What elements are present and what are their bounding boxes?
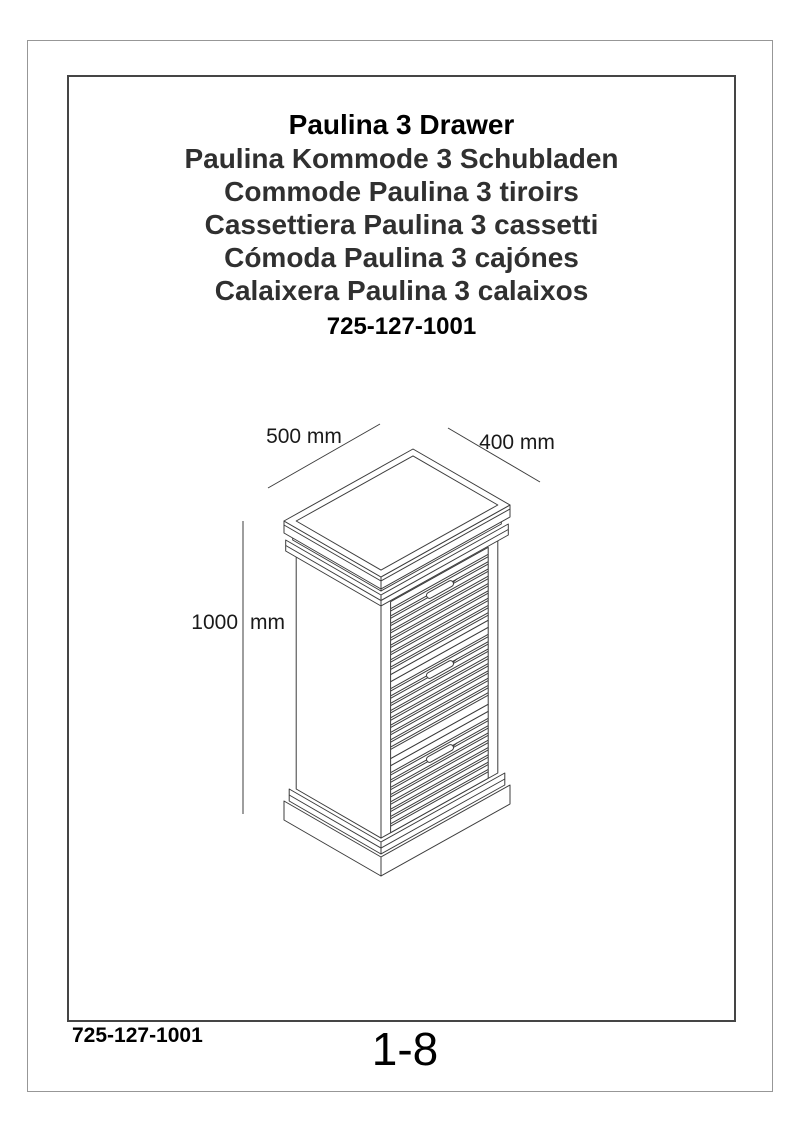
- product-title-spanish: Cómoda Paulina 3 cajónes: [224, 242, 579, 273]
- product-title-french: Commode Paulina 3 tiroirs: [224, 176, 579, 207]
- height-dimension-unit: mm: [250, 611, 285, 634]
- page-indicator: 1-8: [371, 1023, 439, 1075]
- width-dimension-label: 500 mm: [266, 425, 342, 448]
- product-title-italian: Cassettiera Paulina 3 cassetti: [204, 209, 599, 240]
- product-title: Paulina 3 Drawer: [288, 109, 515, 140]
- chest-isometric-drawing: [284, 449, 510, 876]
- model-number: 725-127-1001: [326, 313, 477, 340]
- footer-part-number: 725-127-1001: [72, 1024, 203, 1047]
- product-title-catalan: Calaixera Paulina 3 calaixos: [214, 275, 589, 306]
- height-dimension-value: 1000: [191, 611, 238, 634]
- depth-dimension-label: 400 mm: [479, 431, 555, 454]
- product-title-german: Paulina Kommode 3 Schubladen: [184, 143, 619, 174]
